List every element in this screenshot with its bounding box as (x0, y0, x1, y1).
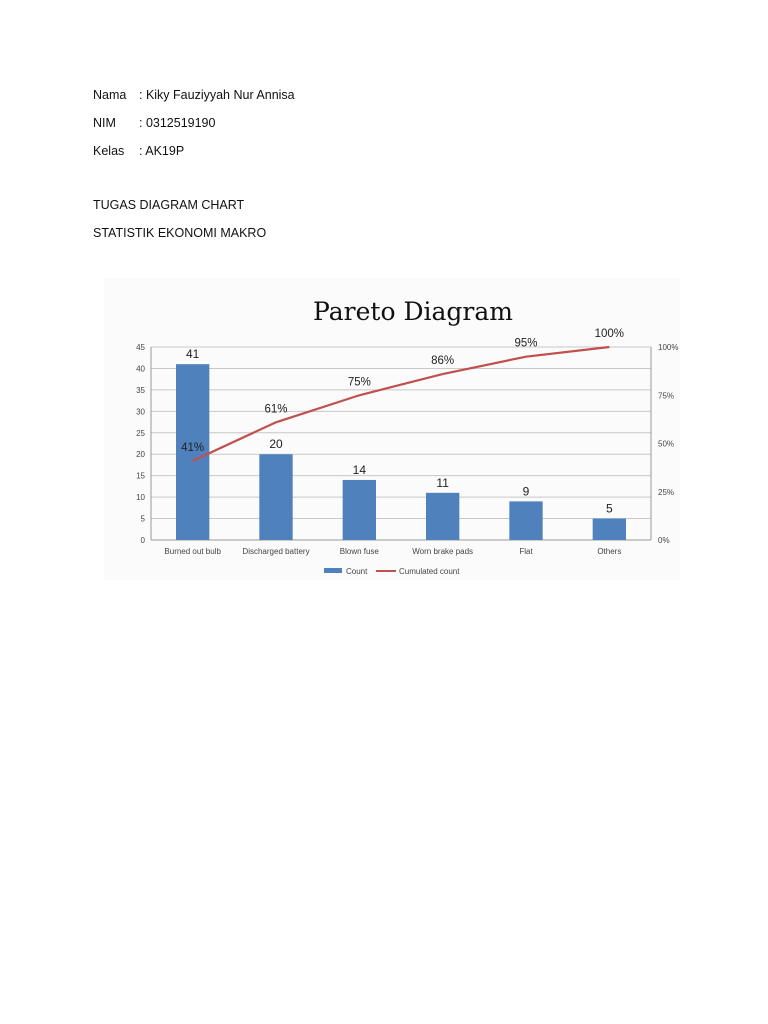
x-tick-label: Flat (519, 547, 533, 556)
bar-value-label: 20 (269, 437, 283, 452)
cumulated-line (193, 347, 610, 461)
heading-subject: STATISTIK EKONOMI MAKRO (93, 226, 267, 240)
info-label: Nama (93, 88, 127, 102)
legend-label-cumulated: Cumulated count (399, 567, 460, 576)
heading-assignment: TUGAS DIAGRAM CHART (93, 198, 245, 212)
line-value-label: 75% (347, 376, 371, 389)
info-value: : AK19P (139, 144, 185, 158)
info-value: : Kiky Fauziyyah Nur Annisa (139, 88, 295, 102)
line-value-label: 95% (514, 337, 538, 350)
info-value: : 0312519190 (139, 116, 216, 130)
y-right-tick-label: 100% (658, 343, 679, 352)
chart-svg (104, 278, 680, 580)
x-tick-label: Burned out bulb (164, 547, 221, 556)
y-left-tick-label: 30 (136, 407, 145, 417)
bar-value-label: 14 (352, 462, 367, 477)
bar (593, 519, 626, 540)
bar-value-label: 11 (436, 475, 449, 490)
y-left-tick-label: 45 (136, 343, 145, 352)
info-row-nama (93, 88, 295, 102)
legend-label-count: Count (346, 567, 368, 576)
info-row-nim (93, 116, 215, 130)
bar-value-label: 5 (605, 501, 613, 516)
y-right-tick-label: 50% (658, 439, 675, 449)
x-tick-label: Worn brake pads (412, 547, 474, 556)
line-value-label: 86% (431, 355, 455, 368)
info-label: Kelas (93, 144, 125, 158)
y-left-tick-label: 5 (140, 514, 145, 524)
x-tick-label: Discharged battery (242, 547, 310, 556)
bar-value-label: 41 (185, 347, 200, 362)
x-tick-label: Others (597, 547, 622, 556)
bar (509, 501, 542, 540)
info-label: NIM (93, 116, 116, 130)
x-tick-label: Blown fuse (339, 547, 379, 556)
line-value-label: 61% (264, 403, 288, 416)
info-row-kelas (93, 144, 184, 158)
y-left-tick-label: 40 (136, 364, 145, 374)
y-left-tick-label: 20 (136, 450, 145, 460)
y-left-tick-label: 25 (136, 428, 145, 438)
y-right-tick-label: 0% (658, 536, 670, 545)
line-value-label: 100% (594, 328, 625, 340)
pareto-chart (104, 278, 680, 580)
y-left-tick-label: 10 (136, 493, 145, 503)
chart-title: Pareto Diagram (313, 297, 513, 326)
y-left-tick-label: 15 (136, 471, 145, 481)
y-right-tick-label: 75% (658, 391, 675, 401)
bar (426, 493, 459, 540)
y-right-tick-label: 25% (658, 487, 675, 497)
y-left-tick-label: 35 (136, 385, 145, 395)
bar (259, 454, 292, 540)
bar (343, 480, 376, 540)
legend-swatch-count (324, 568, 342, 573)
y-left-tick-label: 0 (140, 536, 145, 545)
line-value-label: 41% (181, 441, 205, 454)
bar-value-label: 9 (522, 484, 530, 499)
